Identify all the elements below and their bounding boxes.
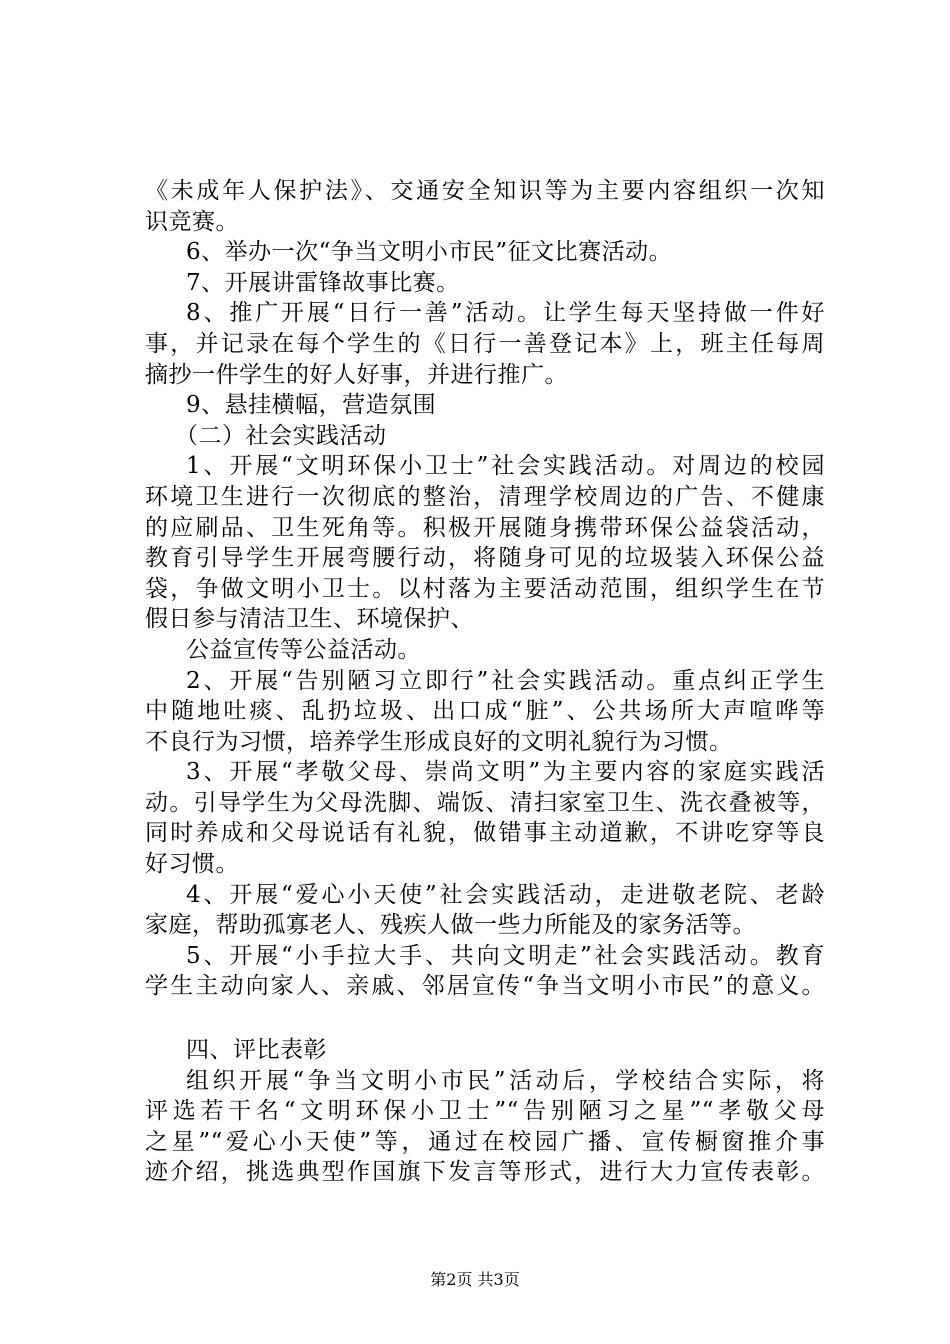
text-line: 环境卫生进行一次彻底的整治，清理学校周边的广告、不健康 — [145, 483, 825, 510]
text-line: 7、开展讲雷锋故事比赛。 — [186, 269, 460, 296]
text-line: 假日参与清洁卫生、环境保护、 — [145, 606, 474, 633]
text-line: 组织开展“争当文明小市民”活动后，学校结合实际，将 — [186, 1067, 825, 1094]
text-line: 6、举办一次“争当文明小市民”征文比赛活动。 — [186, 239, 673, 266]
text-line: 识竞赛。 — [145, 208, 239, 235]
text-line: 之星”“爱心小天使”等，通过在校园广播、宣传橱窗推介事 — [145, 1128, 825, 1155]
paragraph-gap — [145, 1002, 825, 1035]
text-line: 事，并记录在每个学生的《日行一善登记本》上，班主任每周 — [145, 330, 825, 357]
text-line: 2、开展“告别陋习立即行”社会实践活动。重点纠正学生 — [186, 667, 825, 694]
text-line: 家庭，帮助孤寡老人、残疾人做一些力所能及的家务活等。 — [145, 912, 756, 939]
text-line: 5、开展“小手拉大手、共向文明走”社会实践活动。教育 — [186, 942, 825, 969]
text-line: 1、开展“文明环保小卫士”社会实践活动。对周边的校园 — [186, 453, 825, 480]
document-body — [145, 176, 825, 1188]
text-line: 不良行为习惯，培养学生形成良好的文明礼貌行为习惯。 — [145, 728, 733, 755]
text-line: 迹介绍，挑选典型作国旗下发言等形式，进行大力宣传表彰。 — [145, 1159, 825, 1186]
text-line: 同时养成和父母说话有礼貌，做错事主动道歉，不讲吃穿等良 — [145, 820, 825, 847]
section-heading: 四、评比表彰 — [186, 1037, 327, 1064]
text-line: 《未成年人保护法》、交通安全知识等为主要内容组织一次知 — [145, 178, 825, 204]
text-line: 9、悬挂横幅，营造氛围 — [186, 392, 437, 419]
text-line: 教育引导学生开展弯腰行动，将随身可见的垃圾装入环保公益 — [145, 545, 825, 572]
text-line: 中随地吐痰、乱扔垃圾、出口成“脏”、公共场所大声喧哗等 — [145, 698, 825, 725]
text-line: 3、开展“孝敬父母、崇尚文明”为主要内容的家庭实践活 — [186, 759, 825, 786]
text-line: 4、开展“爱心小天使”社会实践活动，走进敬老院、老龄 — [186, 881, 825, 908]
text-line: 8、推广开展“日行一善”活动。让学生每天坚持做一件好 — [186, 300, 825, 327]
text-line: 好习惯。 — [145, 851, 239, 878]
text-line: 公益宣传等公益活动。 — [186, 636, 421, 663]
page-footer: 第2页 共3页 — [430, 1270, 520, 1289]
text-line: 动。引导学生为父母洗脚、端饭、清扫家室卫生、洗衣叠被等， — [145, 789, 825, 816]
text-line: 学生主动向家人、亲戚、邻居宣传“争当文明小市民”的意义。 — [145, 973, 825, 1000]
text-line: 摘抄一件学生的好人好事，并进行推广。 — [145, 361, 568, 388]
section-heading: （二）社会实践活动 — [175, 422, 387, 449]
text-line: 袋，争做文明小卫士。以村落为主要活动范围，组织学生在节 — [145, 575, 825, 602]
text-line: 的应刷品、卫生死角等。积极开展随身携带环保公益袋活动， — [145, 514, 825, 541]
text-line: 评选若干名“文明环保小卫士”“告别陋习之星”“孝敬父母 — [145, 1098, 825, 1125]
